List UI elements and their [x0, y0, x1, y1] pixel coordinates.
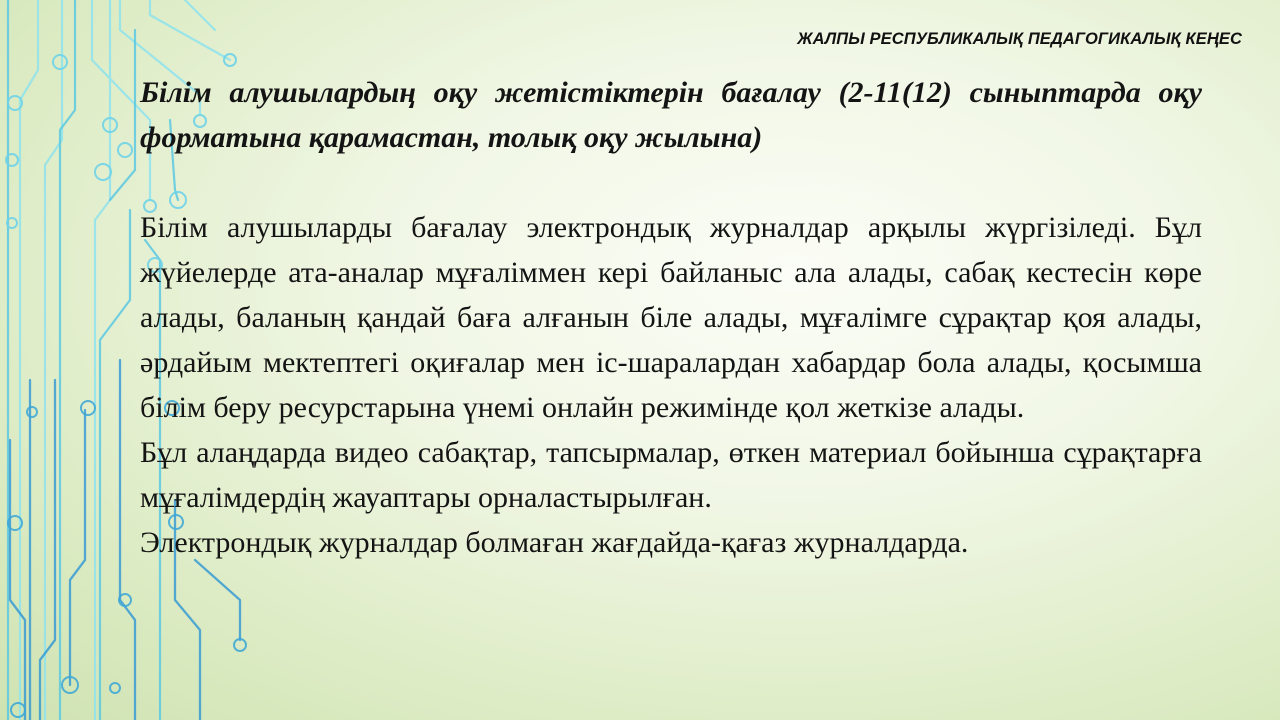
- body-paragraph-2: Бұл алаңдарда видео сабақтар, тапсырмалар, өткен материал бойынша сұрақтарға мұғалімдердің жауаптары орналастырылған.: [140, 436, 1202, 514]
- body-paragraph-3: Электрондық журналдар болмаған жағдайда-қағаз журналдарда.: [140, 526, 969, 559]
- slide-header: ЖАЛПЫ РЕСПУБЛИКАЛЫҚ ПЕДАГОГИКАЛЫҚ КЕҢЕС: [797, 30, 1242, 48]
- body-paragraph-1: Білім алушыларды бағалау электрондық журналдар арқылы жүргізіледі. Бұл жүйелерде ата-аналар мұғаліммен кері байланыс ала алады, сабақ кестесін көре алады, баланың қандай баға алғанын біле алады, мұғалімге сұрақтар қоя алады, әрдайым мектептегі оқиғалар мен іс-шаралардан хабардар бола алады, қосымша білім беру ресурстарына үнемі онлайн режимінде қол жеткізе алады.: [140, 211, 1202, 424]
- slide-title: Білім алушылардың оқу жетістіктерін бағалау (2-11(12) сыныптарда оқу форматына қарамастан, толық оқу жылына): [140, 76, 1202, 154]
- slide-content: [140, 70, 1202, 565]
- title-spacer: [140, 160, 1202, 205]
